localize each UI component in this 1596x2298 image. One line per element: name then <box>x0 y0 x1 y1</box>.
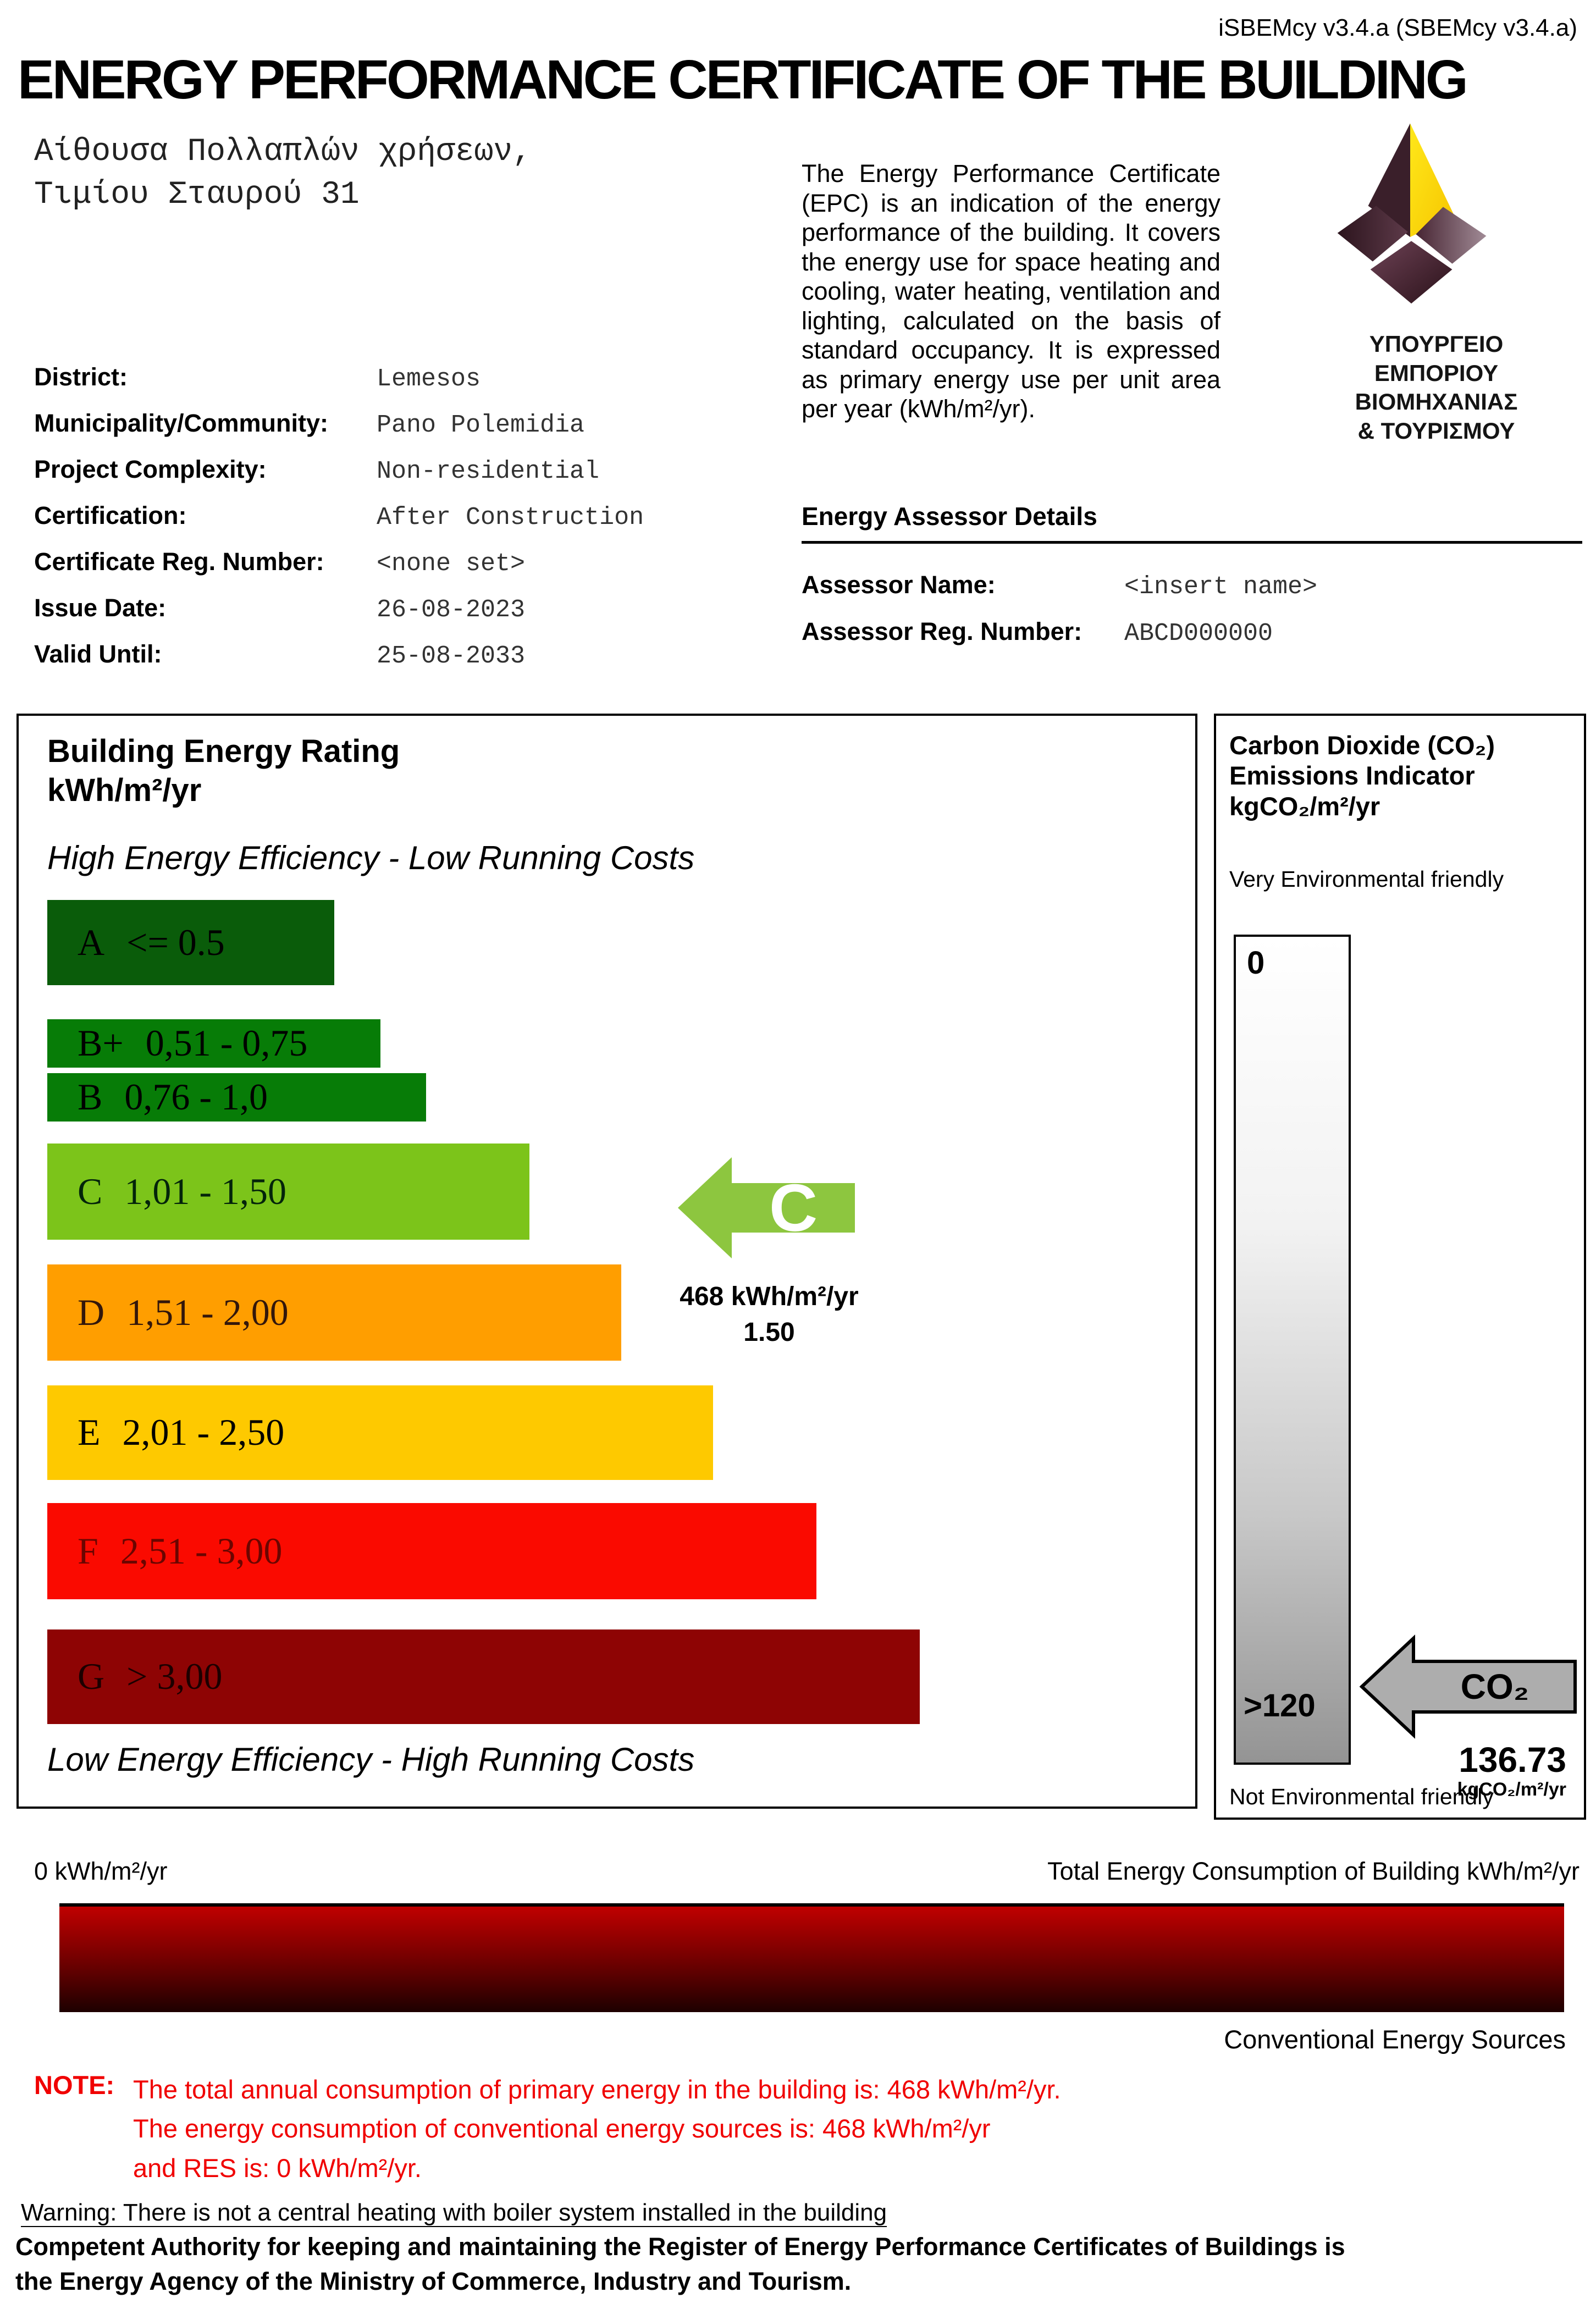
co2-title-line2: Emissions Indicator <box>1229 761 1475 791</box>
rating-band-b-plus <box>47 1019 380 1068</box>
detail-label: Certification: <box>34 501 187 529</box>
page-title: ENERGY PERFORMANCE CERTIFICATE OF THE BUILDING <box>18 49 1466 111</box>
rating-panel-title <box>47 732 1195 810</box>
band-range: 0,76 - 1,0 <box>124 1076 268 1118</box>
detail-row-issue-date <box>34 594 793 624</box>
assessor-value: <insert name> <box>1124 573 1318 601</box>
co2-friendly-caption: Very Environmental friendly <box>1229 866 1504 892</box>
rating-band-b <box>47 1073 426 1122</box>
band-letter: A <box>78 921 105 963</box>
building-name-line2: Τιμίου Σταυρού 31 <box>34 177 360 213</box>
detail-value: Lemesos <box>377 365 481 393</box>
total-consumption-bar <box>59 1903 1564 2012</box>
co2-not-friendly-caption: Not Environmental friendly <box>1229 1784 1494 1809</box>
detail-value: Non-residential <box>377 457 600 485</box>
band-letter: G <box>78 1655 105 1697</box>
consumption-axis-zero-label: 0 kWh/m²/yr <box>34 1857 168 1885</box>
low-efficiency-caption: Low Energy Efficiency - High Running Costs <box>47 1741 695 1778</box>
current-rating-value <box>640 1279 898 1351</box>
rating-title-line1: Building Energy Rating <box>47 733 400 769</box>
band-range: 2,51 - 3,00 <box>120 1529 283 1572</box>
detail-row-reg-number <box>34 548 793 578</box>
band-letter: D <box>78 1291 105 1333</box>
co2-scale-min: 0 <box>1247 945 1265 981</box>
band-range: 1,01 - 1,50 <box>124 1170 287 1212</box>
assessor-label: Assessor Name: <box>802 571 996 599</box>
detail-value: Pano Polemidia <box>377 411 585 439</box>
note-line2: The energy consumption of conventional energy sources is: 468 kWh/m²/yr <box>133 2114 991 2144</box>
assessor-row-reg-number <box>802 617 1582 648</box>
detail-value: 25-08-2033 <box>377 642 526 670</box>
rating-band-f <box>47 1503 816 1599</box>
co2-title-line3: kgCO₂/m²/yr <box>1229 791 1380 821</box>
assessor-section-heading: Energy Assessor Details <box>802 502 1097 531</box>
detail-label: Valid Until: <box>34 640 162 668</box>
assessor-row-name <box>802 571 1582 601</box>
high-efficiency-caption: High Energy Efficiency - Low Running Costs <box>47 839 695 876</box>
co2-emissions-panel <box>1214 714 1586 1820</box>
band-range: <= 0.5 <box>126 921 225 963</box>
band-letter: F <box>78 1529 98 1572</box>
authority-line2: the Energy Agency of the Ministry of Commerce, Industry and Tourism. <box>15 2267 852 2295</box>
band-letter: B+ <box>78 1022 124 1064</box>
competent-authority-text <box>15 2229 1582 2298</box>
current-rating-kwh: 468 kWh/m²/yr <box>680 1282 859 1311</box>
ministry-line: ΒΙΟΜΗΧΑΝΙΑΣ <box>1355 389 1518 415</box>
co2-arrow-label: CO₂ <box>1460 1667 1529 1706</box>
authority-line1: Competent Authority for keeping and maintaining the Register of Energy Performance Certificates of Buildings is <box>15 2233 1345 2261</box>
ministry-line: ΥΠΟΥΡΓΕΙΟ <box>1369 331 1504 357</box>
band-range: > 3,00 <box>126 1655 223 1697</box>
co2-value-units: kgCO₂/m²/yr <box>1457 1779 1566 1800</box>
rating-band-a <box>47 900 334 985</box>
detail-row-valid-until <box>34 640 793 670</box>
rating-band-c <box>47 1144 529 1240</box>
co2-scale-max: >120 <box>1244 1688 1316 1724</box>
rating-title-line2: kWh/m²/yr <box>47 772 202 808</box>
rating-band-d <box>47 1264 621 1361</box>
rating-band-g <box>47 1629 920 1724</box>
warning-text: Warning: There is not a central heating with boiler system installed in the building <box>21 2199 887 2226</box>
detail-row-municipality <box>34 409 793 439</box>
building-energy-rating-panel <box>16 714 1197 1809</box>
building-details-table <box>34 363 793 686</box>
band-letter: B <box>78 1076 103 1118</box>
note-label: NOTE: <box>34 2070 115 2100</box>
note-line1: The total annual consumption of primary energy in the building is: 468 kWh/m²/yr. <box>133 2075 1061 2104</box>
detail-label: Issue Date: <box>34 594 167 622</box>
band-letter: E <box>78 1411 101 1453</box>
assessor-label: Assessor Reg. Number: <box>802 617 1083 645</box>
band-range: 0,51 - 0,75 <box>145 1022 308 1064</box>
co2-value: 136.73 <box>1459 1740 1566 1780</box>
note-block <box>34 2070 1061 2187</box>
epc-description: The Energy Performance Certificate (EPC) is an indication of the energy performance of the building. It covers the energy use for space heating and cooling, water heating, ventilation and lighting, calculated on the basis of standard occupancy. It is expressed as primary energy use per unit area per year (kWh/m²/yr). <box>802 159 1221 423</box>
detail-value: After Construction <box>377 504 644 532</box>
co2-indicator-arrow <box>1358 1633 1578 1741</box>
detail-label: District: <box>34 363 128 391</box>
ministry-line: & ΤΟΥΡΙΣΜΟΥ <box>1357 417 1515 444</box>
co2-title-line1: Carbon Dioxide (CO₂) <box>1229 731 1495 760</box>
detail-row-certification <box>34 501 793 532</box>
rating-band-e <box>47 1385 713 1480</box>
band-range: 2,01 - 2,50 <box>122 1411 285 1453</box>
ministry-line: ΕΜΠΟΡΙΟΥ <box>1374 360 1499 386</box>
co2-scale-bar <box>1234 935 1351 1765</box>
current-rating-letter: C <box>769 1170 818 1245</box>
note-line3: and RES is: 0 kWh/m²/yr. <box>133 2153 422 2183</box>
assessor-value: ABCD000000 <box>1124 620 1273 648</box>
assessor-heading-underline <box>802 541 1582 544</box>
software-version-text: iSBEMcy v3.4.a (SBEMcy v3.4.a) <box>1218 14 1577 41</box>
consumption-axis-title: Total Energy Consumption of Building kWh/m²/yr <box>1047 1857 1580 1885</box>
co2-panel-title <box>1229 730 1571 821</box>
current-rating-indicator <box>676 1153 857 1263</box>
ministry-name <box>1286 330 1586 445</box>
detail-value: <none set> <box>377 550 526 578</box>
detail-label: Municipality/Community: <box>34 409 329 437</box>
building-name-line1: Αίθουσα Πολλαπλών χρήσεων, <box>34 134 532 170</box>
detail-value: 26-08-2023 <box>377 596 526 624</box>
detail-row-complexity <box>34 455 793 485</box>
detail-label: Project Complexity: <box>34 455 267 483</box>
band-letter: C <box>78 1170 103 1212</box>
band-range: 1,51 - 2,00 <box>126 1291 289 1333</box>
ministry-logo-icon <box>1325 115 1495 319</box>
detail-label: Certificate Reg. Number: <box>34 548 324 576</box>
detail-row-district <box>34 363 793 393</box>
note-lines <box>133 2070 1061 2187</box>
assessor-details-table <box>802 571 1582 664</box>
conventional-sources-caption: Conventional Energy Sources <box>1224 2025 1566 2054</box>
current-rating-ratio: 1.50 <box>743 1317 795 1347</box>
building-name <box>34 131 532 217</box>
